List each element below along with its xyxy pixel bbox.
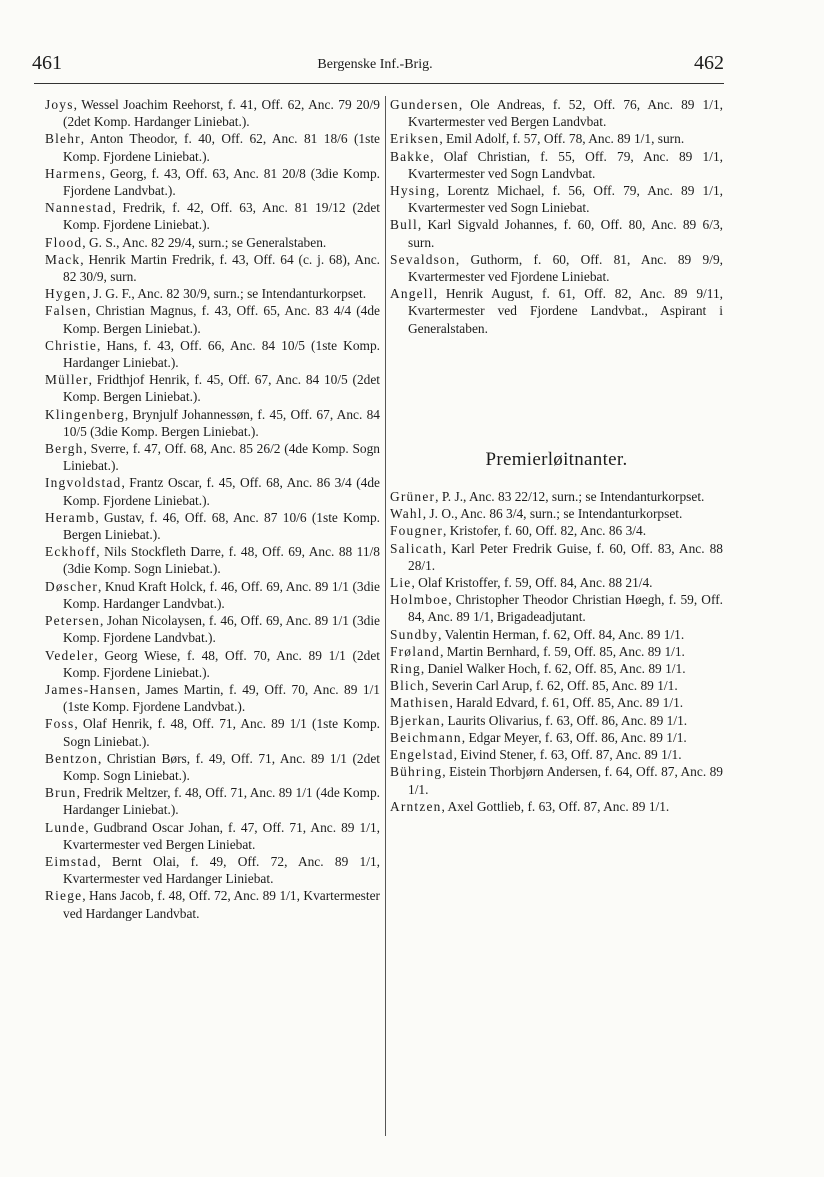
officer-name: Mack <box>45 251 81 267</box>
officer-name: Klingenberg <box>45 406 125 422</box>
roster-entry <box>390 522 723 539</box>
roster-entry <box>390 130 723 147</box>
officer-details: , Lorentz Michael, f. 56, Off. 79, Anc. 89 1/1, Kvartermester ved Sogn Liniebat. <box>408 183 723 216</box>
roster-entry <box>45 647 380 681</box>
officer-details: , G. S., Anc. 82 29/4, surn.; se Generalstaben. <box>82 234 327 250</box>
officer-details: , Emil Adolf, f. 57, Off. 78, Anc. 89 1/1, surn. <box>439 131 685 147</box>
right-column <box>390 96 723 815</box>
officer-name: Joys <box>45 97 74 112</box>
officer-name: James-Hansen <box>45 681 137 697</box>
officer-name: Harmens <box>45 165 102 181</box>
roster-entry <box>390 729 723 746</box>
roster-entry <box>390 763 723 797</box>
roster-entry <box>45 96 380 130</box>
officer-details: , Christian Magnus, f. 43, Off. 65, Anc. 83 4/4 (4de Komp. Bergen Liniebat.). <box>63 303 380 336</box>
officer-details: , Guthorm, f. 60, Off. 81, Anc. 89 9/9, Kvartermester ved Fjordene Liniebat. <box>408 251 723 285</box>
roster-entry <box>390 694 723 711</box>
roster-entry <box>390 643 723 660</box>
page-number-left: 461 <box>32 52 62 74</box>
roster-entry <box>45 199 380 233</box>
roster-entry <box>390 746 723 763</box>
officer-name: Fougner <box>390 523 444 539</box>
officer-details: , Georg Wiese, f. 48, Off. 70, Anc. 89 1/1 (2det Komp. Fjordene Liniebat.). <box>63 647 380 680</box>
officer-details: , Karl Peter Fredrik Guise, f. 60, Off. 83, Anc. 88 28/1. <box>408 540 723 573</box>
right-column-bottom <box>390 488 723 815</box>
running-head: Bergenske Inf.-Brig. <box>317 57 433 72</box>
officer-details: , Martin Bernhard, f. 59, Off. 85, Anc. 89 1/1. <box>440 643 685 659</box>
officer-details: , Henrik August, f. 61, Off. 82, Anc. 89 9/11, Kvartermester ved Fjordene Landvbat., Aspirant i Generalstaben. <box>408 286 723 336</box>
roster-entry <box>390 660 723 677</box>
roster-entry <box>45 819 380 853</box>
officer-name: Nannestad <box>45 200 113 216</box>
roster-entry <box>390 182 723 216</box>
roster-entry <box>45 543 380 577</box>
officer-details: , Gustav, f. 46, Off. 68, Anc. 87 10/6 (1ste Komp. Bergen Liniebat.). <box>63 509 380 543</box>
officer-name: Foss <box>45 716 75 732</box>
roster-entry <box>390 251 723 285</box>
roster-entry <box>45 337 380 371</box>
officer-name: Salicath <box>390 540 443 556</box>
officer-details: , Kristofer, f. 60, Off. 82, Anc. 86 3/4. <box>443 523 647 539</box>
officer-name: Ring <box>390 661 421 677</box>
officer-name: Arntzen <box>390 798 442 814</box>
officer-name: Bentzon <box>45 750 99 766</box>
officer-details: , Fredrik Meltzer, f. 48, Off. 71, Anc. 89 1/1 (4de Komp. Hardanger Liniebat.). <box>63 785 380 818</box>
roster-entry <box>45 887 380 921</box>
roster-entry <box>390 591 723 625</box>
officer-details: , Wessel Joachim Reehorst, f. 41, Off. 62, Anc. 79 20/9 (2det Komp. Hardanger Liniebat.). <box>63 97 380 130</box>
officer-details: , Bernt Olai, f. 49, Off. 72, Anc. 89 1/1, Kvartermester ved Hardanger Liniebat. <box>63 853 380 887</box>
officer-details: , Johan Nicolaysen, f. 46, Off. 69, Anc. 89 1/1 (3die Komp. Fjordene Landvbat.). <box>63 613 380 646</box>
roster-entry <box>45 251 380 285</box>
officer-name: Frøland <box>390 643 441 659</box>
roster-entry <box>45 681 380 715</box>
officer-name: Riege <box>45 888 83 904</box>
officer-details: , Hans, f. 43, Off. 66, Anc. 84 10/5 (1ste Komp. Hardanger Liniebat.). <box>63 337 380 371</box>
roster-entry <box>45 302 380 336</box>
officer-name: Brun <box>45 785 77 801</box>
officer-details: , Laurits Olivarius, f. 63, Off. 86, Anc. 89 1/1. <box>440 712 688 728</box>
officer-details: , Gudbrand Oscar Johan, f. 47, Off. 71, Anc. 89 1/1, Kvartermester ved Bergen Liniebat. <box>63 819 380 852</box>
officer-details: , Fridthjof Henrik, f. 45, Off. 67, Anc. 84 10/5 (2det Komp. Bergen Liniebat.). <box>63 372 380 405</box>
officer-name: Hygen <box>45 286 87 302</box>
officer-details: , Karl Sigvald Johannes, f. 60, Off. 80, Anc. 89 6/3, surn. <box>408 217 723 250</box>
officer-name: Døscher <box>45 578 99 594</box>
officer-name: Müller <box>45 372 89 388</box>
roster-entry <box>45 285 380 302</box>
officer-name: Eriksen <box>390 131 440 147</box>
officer-name: Bakke <box>390 148 431 164</box>
left-column <box>45 96 380 922</box>
officer-name: Ingvoldstad <box>45 475 122 491</box>
officer-name: Petersen <box>45 613 100 629</box>
roster-entry <box>390 798 723 815</box>
officer-details: , Edgar Meyer, f. 63, Off. 86, Anc. 89 1/1. <box>461 729 687 745</box>
officer-name: Flood <box>45 234 83 250</box>
roster-entry <box>45 406 380 440</box>
roster-entry <box>45 474 380 508</box>
officer-name: Heramb <box>45 509 96 525</box>
officer-details: , Severin Carl Arup, f. 62, Off. 85, Anc. 89 1/1. <box>425 678 678 694</box>
officer-details: , Christopher Theodor Christian Høegh, f. 59, Off. 84, Anc. 89 1/1, Brigadeadjutant. <box>408 592 723 625</box>
roster-entry <box>390 505 723 522</box>
officer-name: Bergh <box>45 441 84 457</box>
officer-name: Lie <box>390 575 412 591</box>
officer-name: Wahl <box>390 506 423 522</box>
officer-details: , Valentin Herman, f. 62, Off. 84, Anc. 89 1/1. <box>438 626 685 642</box>
officer-details: , Olaf Christian, f. 55, Off. 79, Anc. 89 1/1, Kvartermester ved Sogn Landvbat. <box>408 148 723 181</box>
officer-details: , Fredrik, f. 42, Off. 63, Anc. 81 19/12 (2det Komp. Fjordene Liniebat.). <box>63 200 380 233</box>
roster-entry <box>45 578 380 612</box>
officer-name: Eimstad <box>45 853 98 869</box>
officer-details: , J. O., Anc. 86 3/4, surn.; se Intendanturkorpset. <box>422 506 683 522</box>
officer-details: , Ole Andreas, f. 52, Off. 76, Anc. 89 1/1, Kvartermester ved Bergen Landvbat. <box>408 97 723 130</box>
header-rule <box>34 83 724 84</box>
officer-details: , Frantz Oscar, f. 45, Off. 68, Anc. 86 3/4 (4de Komp. Fjordene Liniebat.). <box>63 475 380 508</box>
roster-entry <box>45 440 380 474</box>
roster-entry <box>45 612 380 646</box>
roster-entry <box>390 148 723 182</box>
roster-entry <box>390 574 723 591</box>
roster-entry <box>390 677 723 694</box>
roster-entry <box>45 165 380 199</box>
officer-details: , Sverre, f. 47, Off. 68, Anc. 85 26/2 (4de Komp. Sogn Liniebat.). <box>63 441 380 474</box>
officer-name: Sundby <box>390 626 439 642</box>
roster-entry <box>45 371 380 405</box>
officer-name: Christie <box>45 337 98 353</box>
officer-name: Falsen <box>45 303 88 319</box>
officer-name: Eckhoff <box>45 544 97 560</box>
officer-name: Grüner <box>390 489 436 505</box>
officer-details: , Georg, f. 43, Off. 63, Anc. 81 20/8 (3die Komp. Fjordene Landvbat.). <box>63 165 380 199</box>
column-gap <box>390 337 723 439</box>
roster-entry <box>45 234 380 251</box>
officer-details: , Christian Børs, f. 49, Off. 71, Anc. 89 1/1 (2det Komp. Sogn Liniebat.). <box>63 750 380 783</box>
roster-entry <box>390 488 723 505</box>
officer-name: Sevaldson <box>390 251 456 267</box>
roster-entry <box>45 130 380 164</box>
officer-details: , Hans Jacob, f. 48, Off. 72, Anc. 89 1/1, Kvartermester ved Hardanger Landvbat. <box>63 888 380 921</box>
page-number-right: 462 <box>694 52 724 74</box>
officer-details: , Daniel Walker Hoch, f. 62, Off. 85, Anc. 89 1/1. <box>420 661 686 677</box>
officer-details: , J. G. F., Anc. 82 30/9, surn.; se Intendanturkorpset. <box>86 286 367 302</box>
officer-name: Engelstad <box>390 747 454 763</box>
officer-name: Hysing <box>390 183 436 199</box>
officer-details: , James Martin, f. 49, Off. 70, Anc. 89 1/1 (1ste Komp. Fjordene Landvbat.). <box>63 681 380 715</box>
roster-entry <box>390 626 723 643</box>
roster-entry <box>390 285 723 337</box>
officer-details: , Knud Kraft Holck, f. 46, Off. 69, Anc. 89 1/1 (3die Komp. Hardanger Landvbat.). <box>63 578 380 611</box>
officer-name: Bjerkan <box>390 712 441 728</box>
roster-entry <box>45 509 380 543</box>
roster-entry <box>45 853 380 887</box>
officer-details: , Eivind Stener, f. 63, Off. 87, Anc. 89 1/1. <box>453 747 682 763</box>
roster-entry <box>390 712 723 729</box>
roster-entry <box>390 540 723 574</box>
officer-name: Holmboe <box>390 592 449 608</box>
roster-entry <box>390 96 723 130</box>
roster-entry <box>45 715 380 749</box>
officer-details: , Axel Gottlieb, f. 63, Off. 87, Anc. 89 1/1. <box>441 798 670 814</box>
officer-details: , Anton Theodor, f. 40, Off. 62, Anc. 81 18/6 (1ste Komp. Fjordene Liniebat.). <box>63 131 380 164</box>
officer-name: Angell <box>390 286 434 302</box>
officer-details: , Harald Edvard, f. 61, Off. 85, Anc. 89 1/1. <box>449 695 684 711</box>
officer-name: Beichmann <box>390 729 462 745</box>
officer-details: , P. J., Anc. 83 22/12, surn.; se Intendanturkorpset. <box>435 489 705 505</box>
officer-name: Blehr <box>45 131 81 147</box>
section-title: Premierløitnanter. <box>485 448 628 470</box>
officer-details: , Olaf Kristoffer, f. 59, Off. 84, Anc. 88 21/4. <box>411 575 653 591</box>
officer-details: , Brynjulf Johannessøn, f. 45, Off. 67, Anc. 84 10/5 (3die Komp. Bergen Liniebat.). <box>63 406 380 439</box>
officer-details: , Olaf Henrik, f. 48, Off. 71, Anc. 89 1/1 (1ste Komp. Sogn Liniebat.). <box>63 716 380 749</box>
officer-name: Gundersen <box>390 97 459 112</box>
officer-name: Blich <box>390 678 426 694</box>
roster-entry <box>45 784 380 818</box>
right-column-top <box>390 96 723 337</box>
officer-name: Mathisen <box>390 695 450 711</box>
officer-details: , Eistein Thorbjørn Andersen, f. 64, Off. 87, Anc. 89 1/1. <box>408 764 723 797</box>
officer-details: , Henrik Martin Fredrik, f. 43, Off. 64 (c. j. 68), Anc. 82 30/9, surn. <box>63 251 380 285</box>
officer-name: Bull <box>390 217 418 233</box>
officer-name: Bühring <box>390 764 443 780</box>
roster-entry <box>45 750 380 784</box>
roster-entry <box>390 216 723 250</box>
officer-details: , Nils Stockfleth Darre, f. 48, Off. 69, Anc. 88 11/8 (3die Komp. Sogn Liniebat.). <box>63 544 380 577</box>
officer-name: Vedeler <box>45 647 95 663</box>
column-divider <box>385 96 386 1136</box>
officer-name: Lunde <box>45 819 86 835</box>
